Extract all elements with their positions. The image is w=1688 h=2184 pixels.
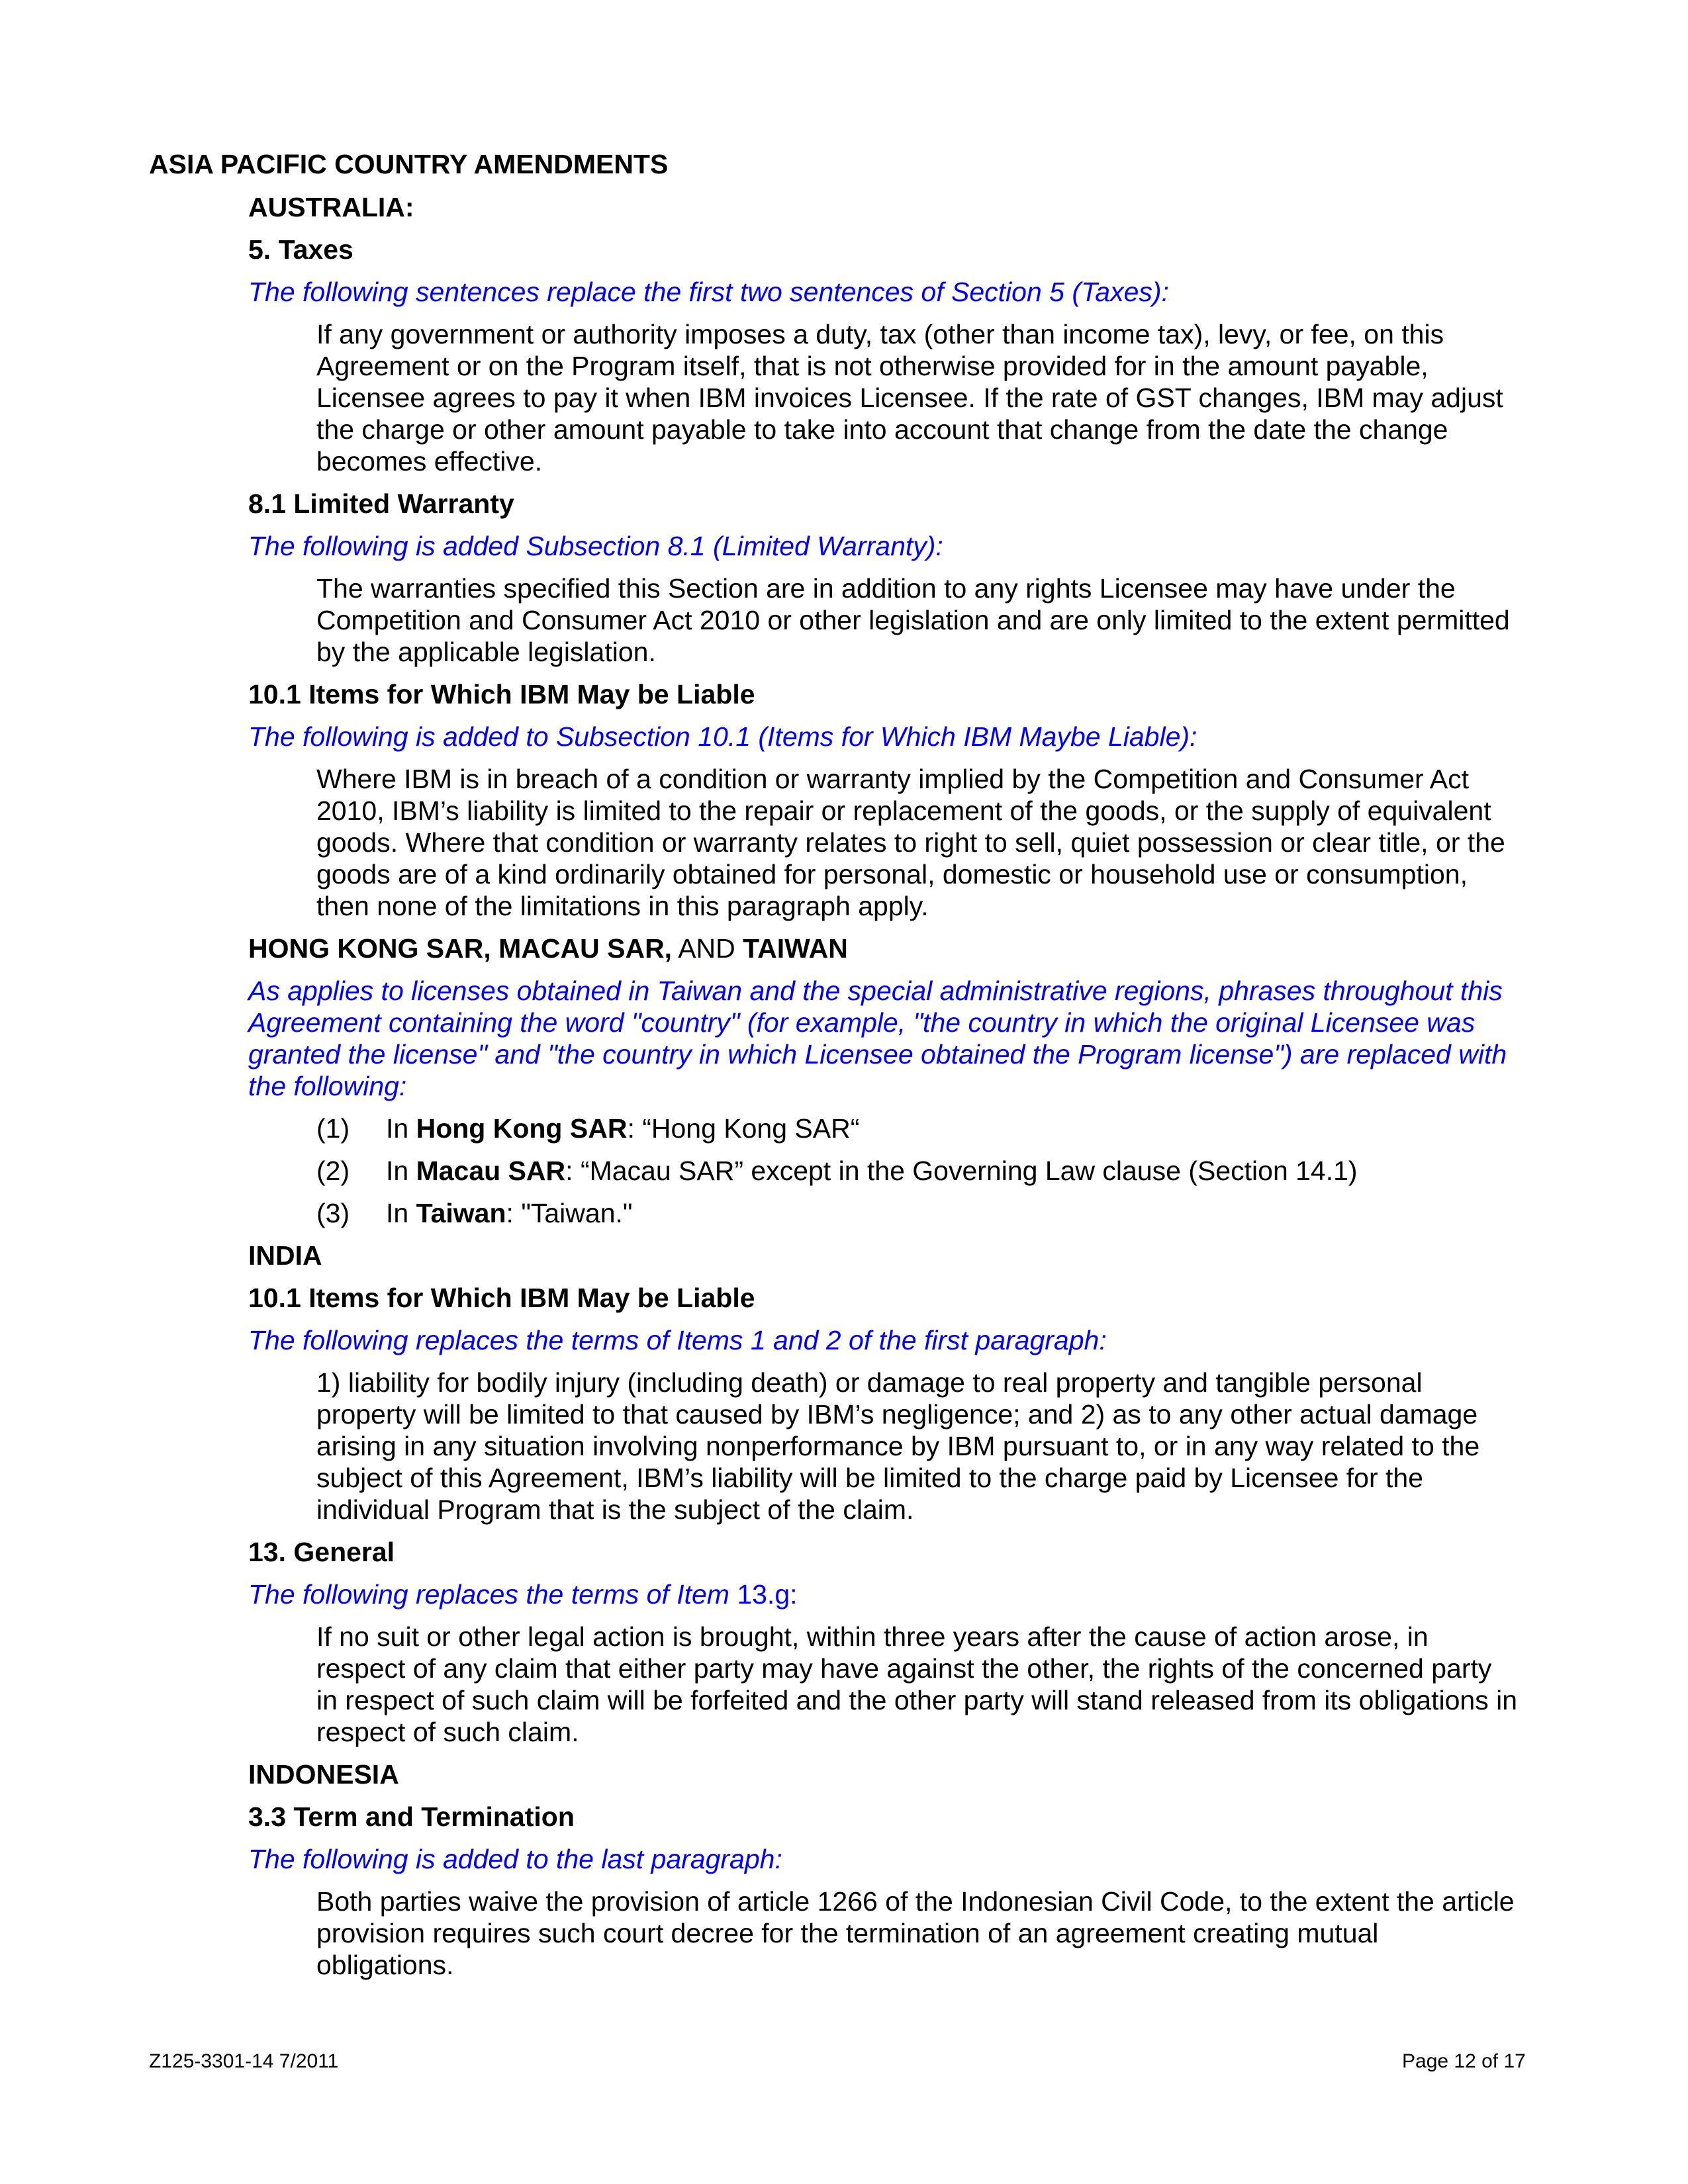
country-heading-hk-macau-taiwan [248,933,848,964]
amendment-text-line: If no suit or other legal action is brought, within three years after the cause of action arose, in [316,1621,1429,1652]
amendment-text-line: 2010, IBM’s liability is limited to the repair or replacement of the goods, or the supply of equivalent [316,796,1491,826]
amendment-text-line: Where IBM is in breach of a condition or warranty implied by the Competition and Consumer Act [316,764,1470,794]
amendment-instruction: The following is added to the last paragraph: [248,1844,782,1874]
section-heading: ASIA PACIFIC COUNTRY AMENDMENTS [149,149,669,179]
footer-page-number: Page 12 of 17 [1402,2050,1526,2072]
amendment-text-line: arising in any situation involving nonperformance by IBM pursuant to, or in any way related to the [316,1431,1480,1461]
list-item-number: (1) [316,1113,350,1144]
amendment-instruction: granted the license" and "the country in which Licensee obtained the Program license") are replaced with [248,1039,1507,1069]
amendment-text-line: Agreement or on the Program itself, that is not otherwise provided for in the amount payable, [316,351,1429,381]
amendment-text-line: The warranties specified this Section are in addition to any rights Licensee may have under the [316,573,1456,604]
amendment-text-line: respect of any claim that either party may have against the other, the rights of the concerned party [316,1653,1492,1684]
subsection-heading-taxes: 5. Taxes [248,234,353,265]
amendment-text-line: Licensee agrees to pay it when IBM invoices Licensee. If the rate of GST changes, IBM may adjust [316,383,1503,413]
subsection-heading-term: 3.3 Term and Termination [248,1801,575,1832]
amendment-instruction: the following: [248,1071,407,1101]
amendment-instruction: The following replaces the terms of Item 13.g: [248,1579,798,1610]
amendment-text-line: respect of such claim. [316,1717,579,1747]
subsection-heading-liability: 10.1 Items for Which IBM May be Liable [248,679,755,709]
amendment-text-line: obligations. [316,1950,454,1980]
subsection-heading-liability: 10.1 Items for Which IBM May be Liable [248,1283,755,1313]
country-heading-indonesia: INDONESIA [248,1759,399,1790]
amendment-text-line: property will be limited to that caused by IBM’s negligence; and 2) as to any other actual damage [316,1399,1478,1430]
amendment-instruction: As applies to licenses obtained in Taiwan and the special administrative regions, phrases throughout this [248,976,1503,1006]
subsection-heading-general: 13. General [248,1537,395,1567]
amendment-text-line: the charge or other amount payable to take into account that change from the date the change [316,414,1448,445]
amendment-text-line: goods. Where that condition or warranty relates to right to sell, quiet possession or clear title, or the [316,827,1505,858]
amendment-instruction: The following is added Subsection 8.1 (Limited Warranty): [248,531,943,561]
amendment-instruction: Agreement containing the word "country" (for example, "the country in which the original Licensee was [248,1007,1476,1038]
footer-document-id: Z125-3301-14 7/2011 [149,2050,339,2072]
country-name: TAIWAN [743,933,848,964]
amendment-text-line: Both parties waive the provision of article 1266 of the Indonesian Civil Code, to the extent the article [316,1886,1515,1917]
amendment-text-line: becomes effective. [316,446,543,477]
amendment-text-line: 1) liability for bodily injury (including death) or damage to real property and tangible personal [316,1367,1423,1398]
amendment-instruction: The following is added to Subsection 10.1 (Items for Which IBM Maybe Liable): [248,721,1197,752]
amendment-text-line: If any government or authority imposes a duty, tax (other than income tax), levy, or fee, on this [316,319,1444,349]
amendment-text-line: individual Program that is the subject of the claim. [316,1494,914,1525]
list-item-number: (2) [316,1156,350,1186]
amendment-text-line: provision requires such court decree for the termination of an agreement creating mutual [316,1918,1379,1948]
country-heading-india: INDIA [248,1240,322,1271]
heading-connector: AND [672,933,743,964]
list-item: In Macau SAR: “Macau SAR” except in the Governing Law clause (Section 14.1) [386,1156,1358,1186]
amendment-text-line: in respect of such claim will be forfeited and the other party will stand released from its obligations in [316,1685,1518,1715]
amendment-text-line: by the applicable legislation. [316,637,656,667]
amendment-text-line: subject of this Agreement, IBM’s liability will be limited to the charge paid by Licensee for the [316,1463,1423,1493]
list-item: In Hong Kong SAR: “Hong Kong SAR“ [386,1113,860,1144]
amendment-instruction: The following replaces the terms of Items 1 and 2 of the first paragraph: [248,1325,1107,1355]
amendment-instruction: The following sentences replace the first two sentences of Section 5 (Taxes): [248,277,1169,307]
amendment-text-line: Competition and Consumer Act 2010 or other legislation and are only limited to the extent permitted [316,605,1510,635]
list-item-number: (3) [316,1198,350,1228]
country-name: HONG KONG SAR, MACAU SAR, [248,933,673,964]
country-heading-australia: AUSTRALIA: [248,192,414,222]
amendment-text-line: then none of the limitations in this paragraph apply. [316,891,929,921]
list-item: In Taiwan: "Taiwan." [386,1198,633,1228]
amendment-text-line: goods are of a kind ordinarily obtained for personal, domestic or household use or consumption, [316,859,1468,889]
subsection-heading-warranty: 8.1 Limited Warranty [248,488,514,519]
